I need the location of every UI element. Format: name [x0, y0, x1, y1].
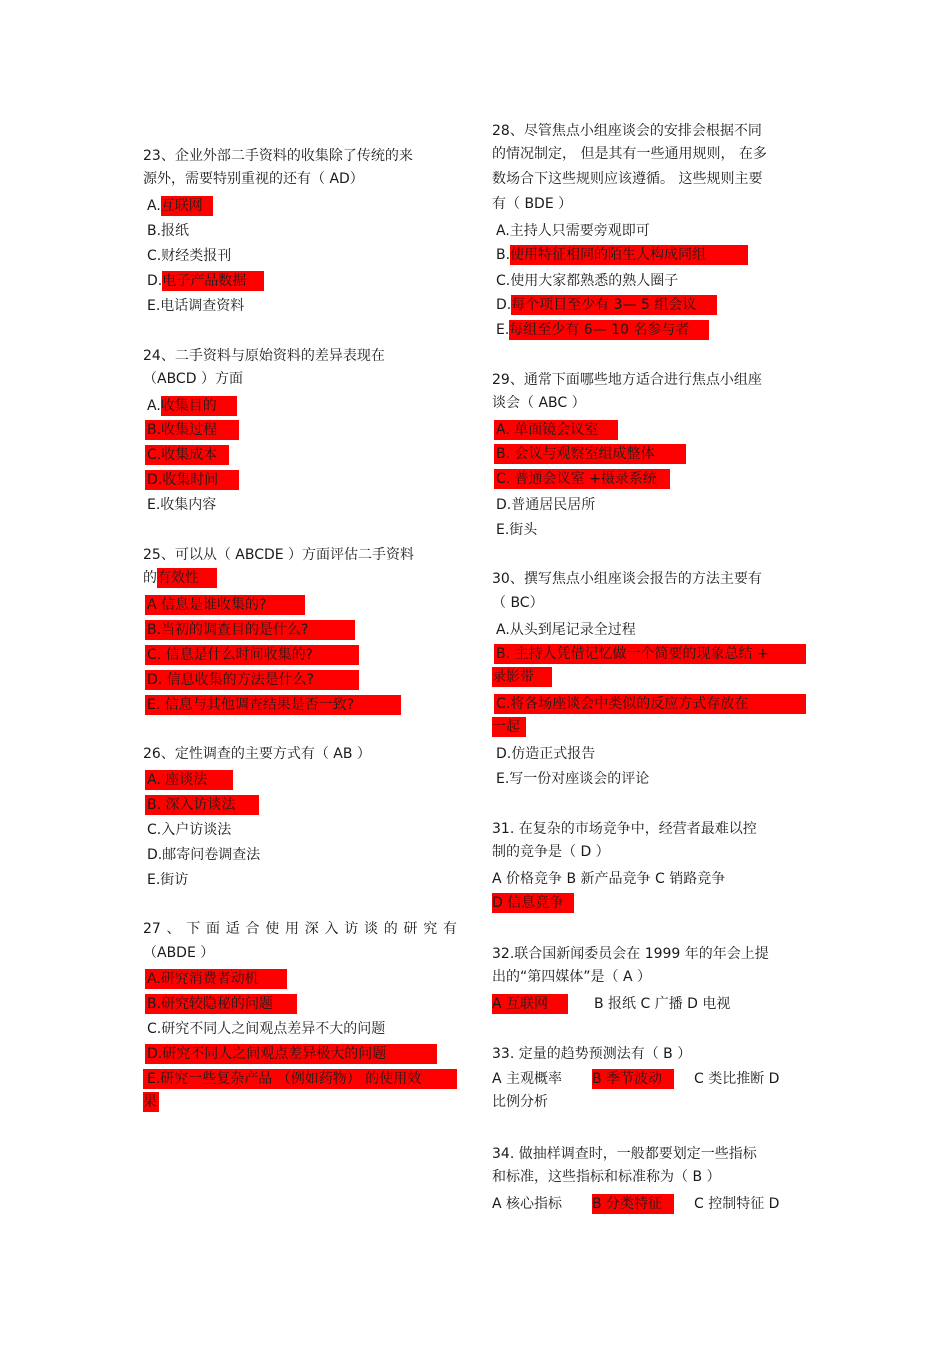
option-d: D.仿造正式报告 — [496, 746, 596, 762]
highlighted-answer: 收集目的 — [161, 396, 237, 416]
highlighted-answer: 使用特征相同的陌生人构成同组 — [510, 245, 748, 265]
question-text: （ABCD ）方面 — [143, 371, 243, 387]
option-a — [143, 196, 213, 216]
option-c: C.使用大家都熟悉的熟人圈子 — [496, 273, 679, 289]
option-b: B. 会议与观察室组成整体 — [494, 444, 686, 464]
options-cd: C 控制特征 D — [694, 1196, 780, 1212]
option-letter: B. — [496, 247, 511, 263]
option-letter: A. — [147, 398, 161, 414]
option-a: A.研究消费者动机 — [145, 969, 287, 989]
option-a: A 核心指标 — [492, 1196, 563, 1212]
option-b: B 分类特征 — [592, 1194, 674, 1214]
highlighted-answer: 有效性 — [157, 568, 217, 588]
question-text: 出的“第四媒体”是（ A ） — [492, 969, 651, 985]
option-c: C.收集成本 — [145, 445, 229, 465]
option-e: E.街头 — [496, 522, 538, 538]
option-c: C.财经类报刊 — [147, 248, 232, 264]
option-c: C. 普通会议室 +摄录系统 — [494, 469, 670, 489]
option-letter: E. — [496, 322, 510, 338]
option-c: C. 信息是什么时间收集的? — [145, 645, 359, 665]
option-a: A. 座谈法 — [145, 770, 233, 790]
options-abc: A 价格竞争 B 新产品竞争 C 销路竞争 — [492, 871, 726, 887]
question-text: 23、企业外部二手资料的收集除了传统的来 — [143, 148, 413, 164]
option-c: C.入户访谈法 — [147, 822, 232, 838]
option-d-continued: 比例分析 — [492, 1094, 548, 1110]
option-b: B. 深入访谈法 — [145, 795, 259, 815]
option-d: D.研究不同人之间观点差异极大的问题 — [145, 1044, 437, 1064]
option-a — [143, 396, 237, 416]
highlighted-answer: 每组至少有 6— 10 名参与者 — [509, 320, 709, 340]
option-e: E.电话调查资料 — [147, 298, 245, 314]
option-b: B. 主持人凭借记忆做一个简要的现象总结 + — [494, 644, 806, 664]
question-text: 28、尽管焦点小组座谈会的安排会根据不同 — [492, 123, 762, 139]
highlighted-answer: 每个项目至少有 3— 5 组会议 — [511, 295, 717, 315]
option-letter: A. — [147, 198, 161, 214]
option-b — [492, 245, 748, 265]
option-d: D.普通居民居所 — [496, 497, 596, 513]
question-text: （ BC） — [492, 595, 544, 611]
question-text: 24、二手资料与原始资料的差异表现在 — [143, 348, 385, 364]
option-e: E.收集内容 — [147, 497, 217, 513]
option-c: C.研究不同人之间观点差异不大的问题 — [147, 1021, 386, 1037]
option-e: E.研究一些复杂产品 （例如药物） 的使用效 — [143, 1069, 457, 1089]
option-b-continued: 录影带 — [492, 667, 552, 687]
option-a: A 主观概率 — [492, 1071, 563, 1087]
question-text: 数场合下这些规则应该遵循。 这些规则主要 — [492, 171, 763, 187]
option-a: A 信息是谁收集的? — [145, 595, 305, 615]
option-d: D.邮寄问卷调查法 — [147, 847, 261, 863]
option-b: B.收集过程 — [145, 420, 239, 440]
question-text: 34. 做抽样调查时，一般都要划定一些指标 — [492, 1146, 757, 1162]
option-e: E.街访 — [147, 872, 189, 888]
question-text: 的有效性 — [143, 568, 217, 588]
option-a: A.从头到尾记录全过程 — [496, 622, 636, 638]
option-e: E. 信息与其他调查结果是否一致? — [145, 695, 401, 715]
question-text: 谈会（ ABC ） — [492, 395, 586, 411]
question-text: 25、可以从（ ABCDE ）方面评估二手资料 — [143, 547, 415, 563]
option-letter: D. — [496, 297, 512, 313]
option-c: C.将各场座谈会中类似的反应方式存放在 — [494, 694, 806, 714]
option-a: A. 单面镜会议室 — [494, 420, 618, 440]
options-bcd: B 报纸 C 广播 D 电视 — [594, 996, 731, 1012]
question-text: 29、通常下面哪些地方适合进行焦点小组座 — [492, 372, 762, 388]
question-text: 32.联合国新闻委员会在 1999 年的年会上提 — [492, 946, 769, 962]
option-d — [143, 271, 264, 291]
option-e-continued: 果 — [143, 1094, 157, 1110]
highlighted-answer: 互联网 — [161, 196, 213, 216]
question-text: 30、撰写焦点小组座谈会报告的方法主要有 — [492, 571, 762, 587]
question-text: 和标准，这些指标和标准称为（ B ） — [492, 1169, 721, 1185]
option-b: B.当初的调查目的是什么? — [145, 620, 355, 640]
option-b: B.报纸 — [147, 223, 190, 239]
question-text: （ABDE ） — [143, 945, 215, 961]
option-b: B.研究较隐秘的问题 — [145, 994, 297, 1014]
option-e — [492, 320, 709, 340]
option-d: D 信息竞争 — [492, 893, 574, 913]
option-a: A.主持人只需要旁观即可 — [496, 223, 650, 239]
question-text: 33. 定量的趋势预测法有（ B ） — [492, 1046, 692, 1062]
option-letter: D. — [147, 273, 163, 289]
question-text: 的情况制定， 但是其有一些通用规则， 在多 — [492, 146, 767, 162]
options-cd: C 类比推断 D — [694, 1071, 780, 1087]
option-b: B 季节波动 — [592, 1069, 674, 1089]
question-text: 源外，需要特别重视的还有（ AD） — [143, 171, 364, 187]
option-d — [492, 295, 717, 315]
question-text: 有（ BDE ） — [492, 196, 573, 212]
option-a: A 互联网 — [492, 994, 568, 1014]
highlighted-answer: 电子产品数据 — [162, 271, 264, 291]
option-e: E.写一份对座谈会的评论 — [496, 771, 650, 787]
question-text: 制的竞争是（ D ） — [492, 844, 610, 860]
question-text: 27、下面适合使用深入访谈的研究有 — [143, 921, 457, 937]
option-c-continued: 一起 — [492, 717, 526, 737]
option-d: D. 信息收集的方法是什么? — [145, 670, 359, 690]
option-d: D.收集时间 — [145, 470, 239, 490]
question-text: 31. 在复杂的市场竞争中，经营者最难以控 — [492, 821, 757, 837]
question-text: 26、定性调查的主要方式有（ AB ） — [143, 746, 371, 762]
